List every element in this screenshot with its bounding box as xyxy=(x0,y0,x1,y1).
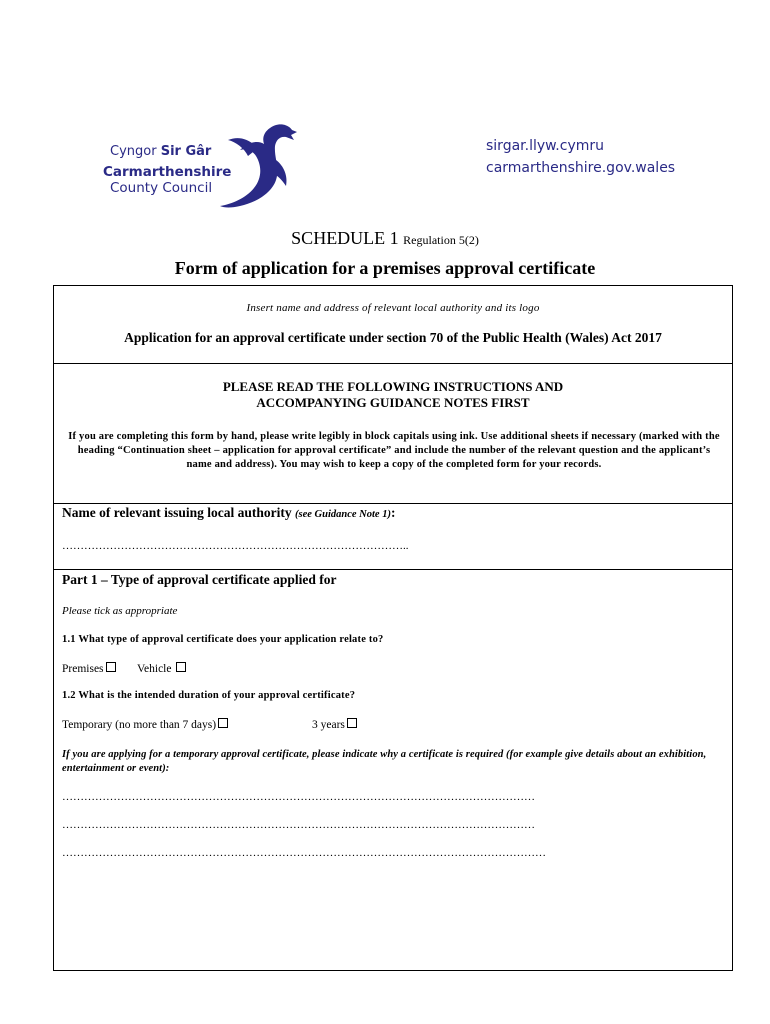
question-1-2: 1.2 What is the intended duration of your approval certificate? xyxy=(62,690,356,701)
dragon-icon xyxy=(218,120,298,212)
premises-checkbox[interactable] xyxy=(106,662,116,672)
option-temporary-label: Temporary (no more than 7 days) xyxy=(62,719,217,731)
guidance-note-ref: (see Guidance Note 1) xyxy=(295,509,391,520)
logo-line-county-council: County Council xyxy=(110,180,213,196)
authority-label-text: Name of relevant issuing local authority xyxy=(62,505,292,520)
three-years-checkbox[interactable] xyxy=(347,718,357,728)
temporary-reason-prompt: If you are applying for a temporary approval certificate, please indicate why a certificate is required (for example give details about an exhibition, entertainment or event): xyxy=(62,749,707,774)
option-premises-label: Premises xyxy=(62,663,104,675)
regulation-reference: Regulation 5(2) xyxy=(403,233,479,247)
logo-line-welsh: Cyngor Sir Gâr xyxy=(110,144,212,159)
option-3-years-label: 3 years xyxy=(312,719,345,731)
instructions-heading-line2: ACCOMPANYING GUIDANCE NOTES FIRST xyxy=(256,395,530,410)
instructions-heading-line1: PLEASE READ THE FOLLOWING INSTRUCTIONS AND xyxy=(222,379,564,394)
logo-line-carmarthenshire: Carmarthenshire xyxy=(103,164,232,180)
label-colon: : xyxy=(390,505,396,520)
application-heading: Application for an approval certificate under section 70 of the Public Health (Wales) Act 2017 xyxy=(124,330,662,345)
authority-name-field[interactable]: ………………………………………………………………………………….. xyxy=(62,540,409,552)
part1-heading: Part 1 – Type of approval certificate applied for xyxy=(62,572,337,587)
website-welsh[interactable]: sirgar.llyw.cymru xyxy=(486,138,605,154)
authority-field-label xyxy=(62,505,395,521)
website-english[interactable]: carmarthenshire.gov.wales xyxy=(486,160,676,176)
option-3-years xyxy=(312,718,357,731)
divider xyxy=(54,569,732,570)
instructions-body: If you are completing this form by hand, please write legibly in block capitals using ink. Use additional sheets if necessary (marked with the heading “Continuation sheet – application for approval certificate” and include the number of the relevant question and the applicant’s name and address). You may wish to keep a copy of the completed form for your records. xyxy=(68,431,720,470)
option-temporary xyxy=(62,718,228,731)
vehicle-checkbox[interactable] xyxy=(176,662,186,672)
authority-instruction: Insert name and address of relevant local authority and its logo xyxy=(246,302,540,314)
reason-answer-line-2[interactable]: ………………………………………………………………………………………………………………… xyxy=(62,819,535,831)
website-list xyxy=(486,135,675,179)
schedule-label: SCHEDULE 1 xyxy=(291,228,399,248)
application-form xyxy=(53,285,733,971)
reason-answer-line-1[interactable]: ………………………………………………………………………………………………………………… xyxy=(62,791,535,803)
divider xyxy=(54,503,732,504)
schedule-heading xyxy=(0,228,770,249)
option-vehicle xyxy=(137,662,186,675)
tick-instruction: Please tick as appropriate xyxy=(62,605,178,617)
reason-answer-line-3[interactable]: …………………………………………………………………………………………………………………… xyxy=(62,847,546,859)
temporary-checkbox[interactable] xyxy=(218,718,228,728)
option-premises xyxy=(62,662,116,675)
council-logo xyxy=(100,118,300,210)
question-1-1: 1.1 What type of approval certificate does your application relate to? xyxy=(62,634,384,645)
page-title: Form of application for a premises approval certificate xyxy=(174,258,596,278)
option-vehicle-label: Vehicle xyxy=(137,663,172,675)
instructions-heading xyxy=(54,379,732,411)
divider xyxy=(54,363,732,364)
